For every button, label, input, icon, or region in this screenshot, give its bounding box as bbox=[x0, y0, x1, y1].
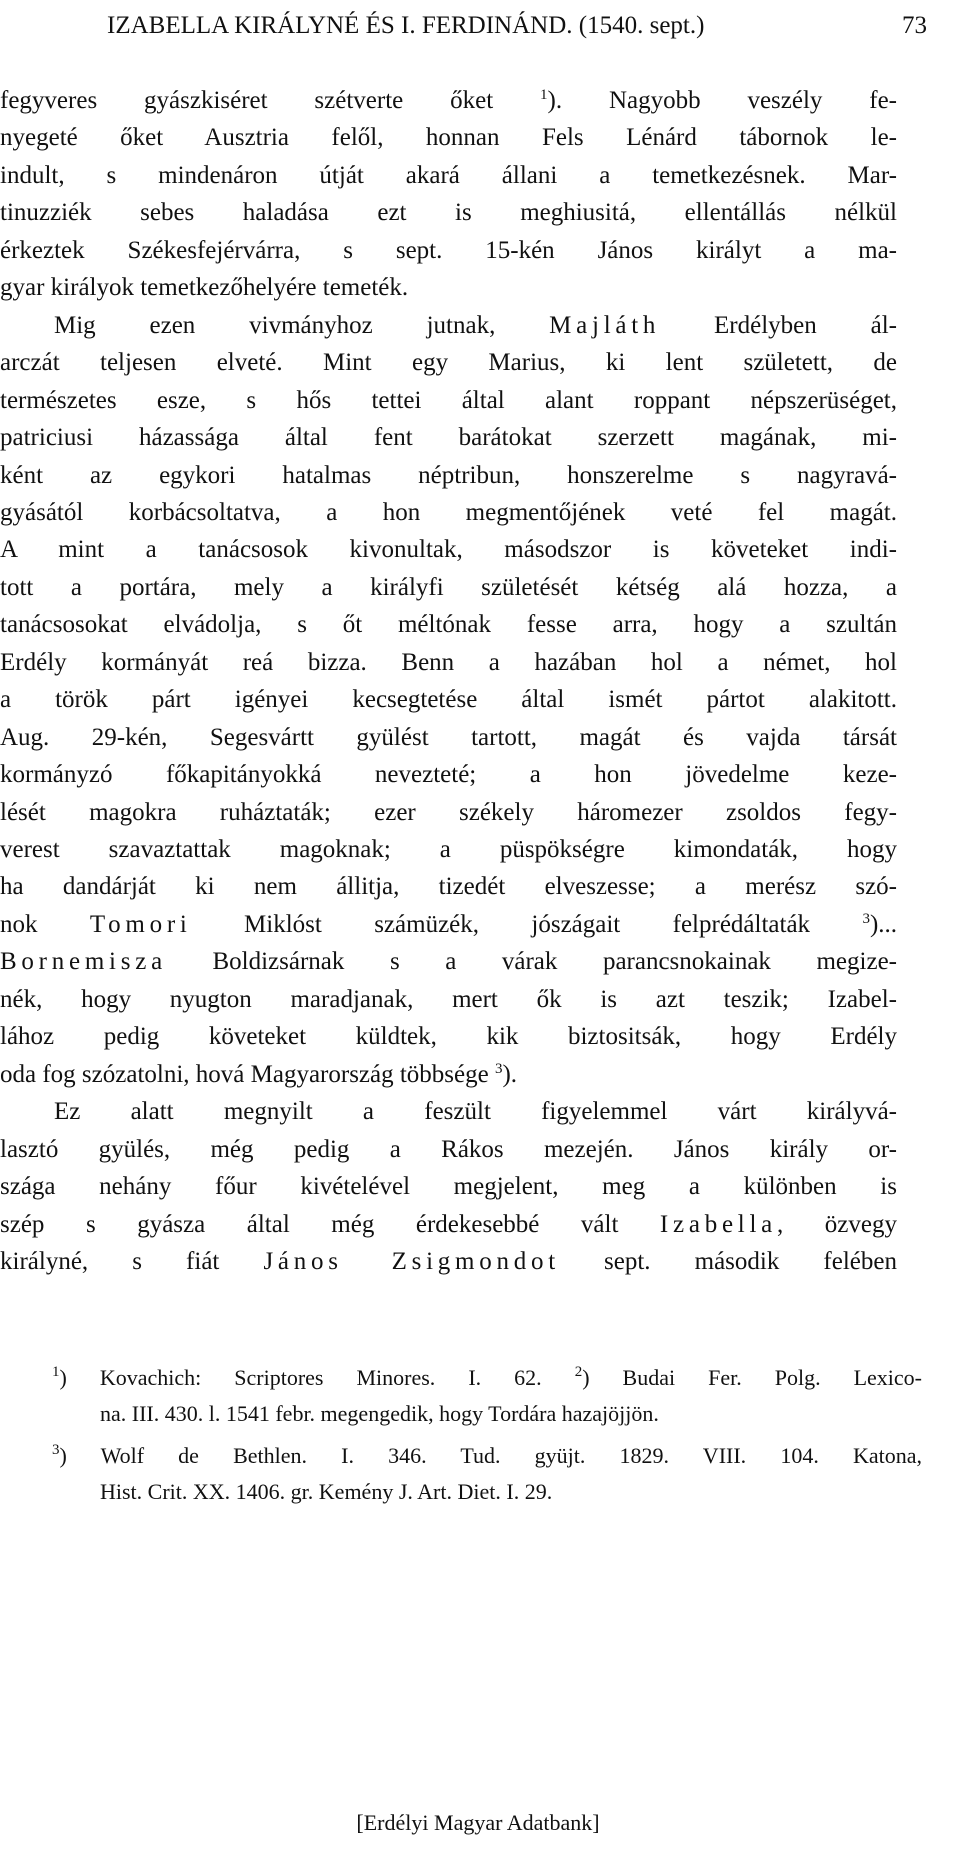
text-line bbox=[0, 307, 960, 345]
text-line bbox=[0, 344, 960, 382]
text-line bbox=[0, 569, 960, 607]
page-number: 73 bbox=[902, 12, 927, 39]
text-line-content: oda fog szózatolni, hová Magyarország többsége $^3$). bbox=[0, 1060, 518, 1088]
text-line-content: nyegeté őket Ausztria felől, honnan Fels Lénárd tábornok le- bbox=[0, 124, 897, 152]
text-line bbox=[0, 194, 960, 232]
text-line bbox=[0, 232, 960, 270]
text-line bbox=[0, 943, 960, 981]
footnote-line bbox=[52, 1360, 922, 1396]
text-line-content: tott a portára, mely a királyfi születését kétség alá hozza, a bbox=[0, 573, 897, 601]
text-line bbox=[0, 756, 960, 794]
footnote-text: Hist. Crit. XX. 1406. gr. Kemény J. Art. Diet. I. 29. bbox=[100, 1479, 553, 1504]
footnote-line bbox=[100, 1474, 920, 1510]
text-line bbox=[0, 1206, 960, 1244]
text-line bbox=[0, 382, 960, 420]
text-line-content: lához pedig követeket küldtek, kik biztositsák, hogy Erdély bbox=[0, 1023, 897, 1051]
text-line-content: A mint a tanácsosok kivonultak, másodszor is követeket indi- bbox=[0, 536, 897, 564]
text-line-content: indult, s mindenáron útját akará állani a temetkezésnek. Mar- bbox=[0, 161, 897, 189]
text-line bbox=[0, 906, 960, 944]
footnote-line bbox=[100, 1396, 920, 1432]
text-line-content: arczát teljesen elveté. Mint egy Marius, ki lent született, de bbox=[0, 349, 897, 377]
text-line bbox=[0, 644, 960, 682]
text-line bbox=[0, 1056, 960, 1094]
text-line-content: gyásától korbácsoltatva, a hon megmentőjének veté fel magát. bbox=[0, 498, 897, 526]
text-line-content: lését magokra ruháztaták; ezer székely háromezer zsoldos fegy- bbox=[0, 798, 897, 826]
text-line bbox=[0, 831, 960, 869]
text-line-content: érkeztek Székesfejérvárra, s sept. 15-kén János királyt a ma- bbox=[0, 236, 897, 264]
text-line-content: a török párt igényei kecsegtetése által ismét pártot alakitott. bbox=[0, 686, 897, 714]
text-line-content: ként az egykori hatalmas néptribun, honszerelme s nagyravá- bbox=[0, 461, 897, 489]
footnote-line bbox=[52, 1438, 922, 1474]
text-line-content: tinuzziék sebes haladása ezt is meghiusitá, ellentállás nélkül bbox=[0, 199, 897, 227]
text-line-content: gyar királyok temetkezőhelyére temeték. bbox=[0, 274, 409, 302]
text-line bbox=[0, 1018, 960, 1056]
text-line-content: szép s gyásza által még érdekesebbé vált Izabella, özvegy bbox=[0, 1210, 897, 1238]
footnote-text: $^3$) Wolf de Bethlen. I. 346. Tud. gyüjt. 1829. VIII. 104. Katona, bbox=[52, 1442, 922, 1468]
text-line-content: kormányzó főkapitányokká nevezteté; a hon jövedelme keze- bbox=[0, 761, 897, 789]
text-line-content: fegyveres gyászkiséret szétverte őket $^1$). Nagyobb veszély fe- bbox=[0, 87, 898, 114]
running-header bbox=[107, 6, 927, 46]
text-line-content: lasztó gyülés, még pedig a Rákos mezején. János király or- bbox=[0, 1135, 897, 1163]
source-footer: [Erdélyi Magyar Adatbank] bbox=[356, 1810, 600, 1835]
text-line bbox=[0, 1131, 960, 1169]
text-line bbox=[0, 157, 960, 195]
footnote-text: na. III. 430. l. 1541 febr. megengedik, hogy Tordára hazajöjjön. bbox=[100, 1401, 659, 1426]
text-line bbox=[0, 457, 960, 495]
text-line-content: patriciusi házassága által fent barátokat szerzett magának, mi- bbox=[0, 424, 897, 452]
text-line bbox=[0, 419, 960, 457]
text-line bbox=[0, 981, 960, 1019]
text-line bbox=[0, 494, 960, 532]
text-line bbox=[0, 868, 960, 906]
text-line bbox=[0, 794, 960, 832]
text-line-content: szága nehány főur kivételével megjelent, meg a különben is bbox=[0, 1173, 897, 1201]
text-line-content: királyné, s fiát János Zsigmondot sept. második felében bbox=[0, 1247, 897, 1275]
text-line bbox=[0, 719, 960, 757]
text-line-content: ha dandárját ki nem állitja, tizedét elveszesse; a merész szó- bbox=[0, 873, 897, 901]
text-line bbox=[0, 1093, 960, 1131]
text-line-content: Aug. 29-kén, Segesvártt gyülést tartott, magát és vajda társát bbox=[0, 723, 897, 751]
text-line bbox=[0, 119, 960, 157]
text-line-content: verest szavaztattak magoknak; a püspökségre kimondaták, hogy bbox=[0, 836, 897, 863]
text-line bbox=[0, 531, 960, 569]
text-line bbox=[0, 681, 960, 719]
running-title: IZABELLA KIRÁLYNÉ ÉS I. FERDINÁND. (1540. sept.) bbox=[107, 12, 705, 39]
text-line bbox=[0, 1243, 960, 1281]
text-line-content: nék, hogy nyugton maradjanak, mert ők is azt teszik; Izabel- bbox=[0, 985, 897, 1013]
text-line bbox=[0, 269, 960, 307]
footnote-text: $^1$) Kovachich: Scriptores Minores. I. 62. $^2$) Budai Fer. Polg. Lexico- bbox=[52, 1364, 922, 1390]
text-line-content: természetes esze, s hős tettei által alant roppant népszerüséget, bbox=[0, 386, 897, 414]
text-line-content: Ez alatt megnyilt a feszült figyelemmel várt királyvá- bbox=[54, 1098, 897, 1126]
text-line-content: Erdély kormányát reá bizza. Benn a hazában hol a német, hol bbox=[0, 648, 897, 676]
text-line-content: tanácsosokat elvádolja, s őt méltónak fesse arra, hogy a szultán bbox=[0, 611, 897, 639]
text-line bbox=[0, 606, 960, 644]
text-line-content: nok Tomori Miklóst számüzék, jószágait felprédáltaták $^3$)... bbox=[0, 910, 898, 938]
text-line bbox=[0, 82, 960, 120]
text-line-content: Bornemisza Boldizsárnak s a várak parancsnokainak megize- bbox=[0, 948, 897, 976]
text-line-content: Mig ezen vivmányhoz jutnak, Majláth Erdélyben ál- bbox=[54, 311, 897, 339]
text-line bbox=[0, 1168, 960, 1206]
